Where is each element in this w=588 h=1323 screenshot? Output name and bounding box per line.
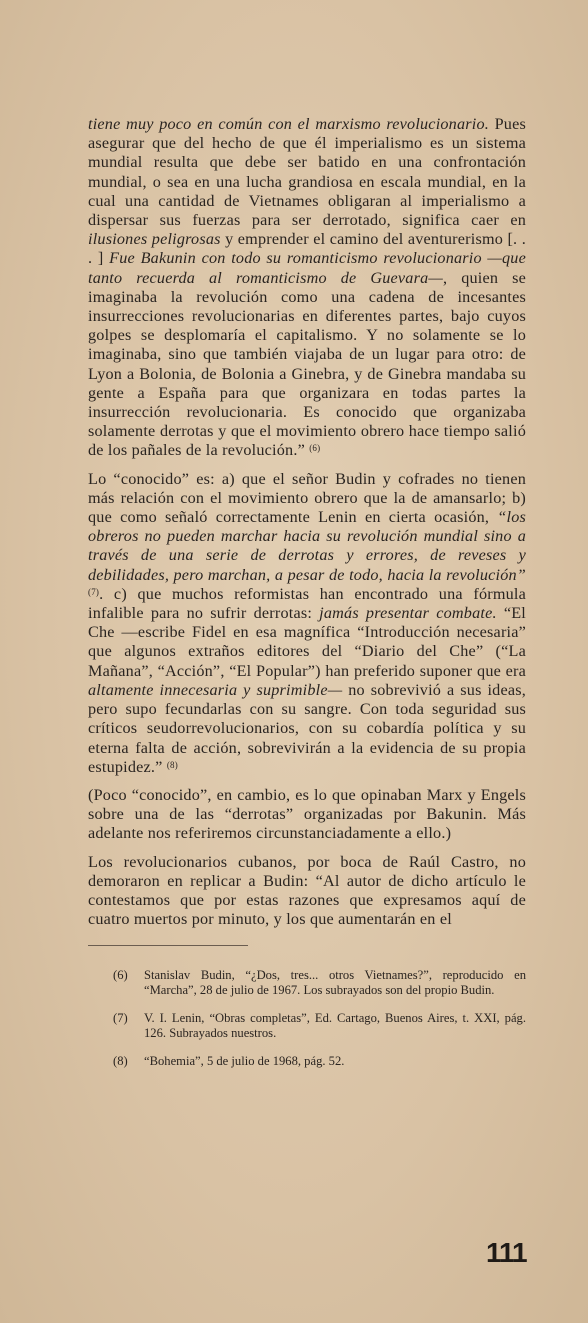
paragraph (88, 853, 526, 930)
footnotes (113, 968, 526, 1069)
footnote-ref: (6) (309, 443, 321, 454)
italic-run: jamás presentar combate. (319, 604, 497, 623)
footnote-8 (113, 1054, 526, 1069)
text-run: . c) que muchos reformistas han encontrado una fórmula infalible para no sufrir derrotas: (88, 584, 526, 623)
footnote-text: Stanislav Budin, “¿Dos, tres... otros Vietnames?”, reproducido en “Marcha”, 28 de julio de 1967. Los subrayados son del propio Budin. (144, 968, 526, 998)
footnote-text: V. I. Lenin, “Obras completas”, Ed. Cartago, Buenos Aires, t. XXI, pág. 126. Subrayados nuestros. (144, 1011, 526, 1041)
italic-run: “los obreros no pueden marchar hacia su revolución mundial sino a través de una serie de derrotas y errores, de reveses y debilidades, pero marchan, a pesar de todo, hacia la revolución” (88, 508, 526, 584)
page-number: 111 (486, 1237, 527, 1268)
footnote-number: (7) (113, 1011, 128, 1026)
italic-run: altamente innecesaria y suprimible— (88, 680, 343, 699)
text-run: Lo “conocido” es: a) que el señor Budin y cofrades no tienen más relación con el movimiento obrero que la de amansarlo; b) que como señaló correctamente Lenin en cierta ocasión, (88, 469, 526, 527)
body-text (88, 115, 526, 929)
text-run: Los revolucionarios cubanos, por boca de Raúl Castro, no demoraron en replicar a Budin: “Al autor de dicho artículo le contestamos que por estas razones que expresamos aquí de cuatro muertos por minuto, y los que aumentarán en el (88, 852, 526, 929)
footnote-ref: (8) (166, 759, 178, 770)
footnote-number: (6) (113, 968, 128, 983)
footnote-7 (113, 1011, 526, 1041)
text-run: “El Che —escribe Fidel en esa magnífica “Introducción necesaria” que algunos extraños editores del “Diario del Che” (“La Mañana”, “Acción”, “El Popular”) han preferido suponer que era (88, 604, 526, 680)
footnote-text: “Bohemia”, 5 de julio de 1968, pág. 52. (144, 1054, 345, 1069)
footnote-number: (8) (113, 1054, 128, 1069)
italic-run: tiene muy poco en común con el marxismo revolucionario. (88, 115, 490, 133)
paragraph (88, 470, 526, 777)
text-run: , quien se imaginaba la revolución como una cadena de incesantes insurrecciones revolucionarias en diferentes partes, bajo cuyos golpes se desplomaría el capitalismo. Y no solamente se lo imaginaba, sino que también viajaba de un lugar para otro: de Lyon a Bolonia, de Bolonia a Ginebra, y de Ginebra mandaba su gente a España para que organizara en todas partes la insurrección revolucionaria. Es conocido que organizaba solamente derrotas y que el movimiento obrero hace tiempo salió de los pañales de la revolución.” (88, 268, 526, 460)
italic-run: Fue Bakunin con todo su romanticismo revolucionario —que tanto recuerda al romanticismo de Guevara— (88, 249, 526, 287)
footnote-ref: (7) (88, 586, 100, 597)
footnote-divider (88, 945, 248, 946)
text-run: Pues asegurar que del hecho de que él imperialismo es un sistema mundial resulta que debe ser batido en una confrontación mundial, o sea en una lucha grandiosa en escala mundial, en la cual una cantidad de Vietnames obligaran al imperialismo a dispersar sus fuerzas para ser derrotado, significa caer en (88, 115, 526, 230)
text-run: no sobrevivió a sus ideas, pero supo fecundarlas con su sangre. Con toda seguridad sus críticos seudorrevolucionarios, con su cobardía política y su eterna falta de acción, sobrevivirán a la evidencia de su propia estupidez.” (88, 680, 526, 776)
italic-run: ilusiones peligrosas (88, 230, 221, 249)
paragraph (88, 786, 526, 844)
paragraph (88, 115, 526, 461)
page-body (88, 115, 526, 1082)
footnote-6 (113, 968, 526, 998)
text-run: y emprender el camino del aventurerismo [. . . ] (88, 230, 526, 268)
text-run: (Poco “conocido”, en cambio, es lo que opinaban Marx y Engels sobre una de las “derrotas” organizadas por Bakunin. Más adelante nos referiremos circunstanciadamente a ello.) (88, 785, 526, 843)
